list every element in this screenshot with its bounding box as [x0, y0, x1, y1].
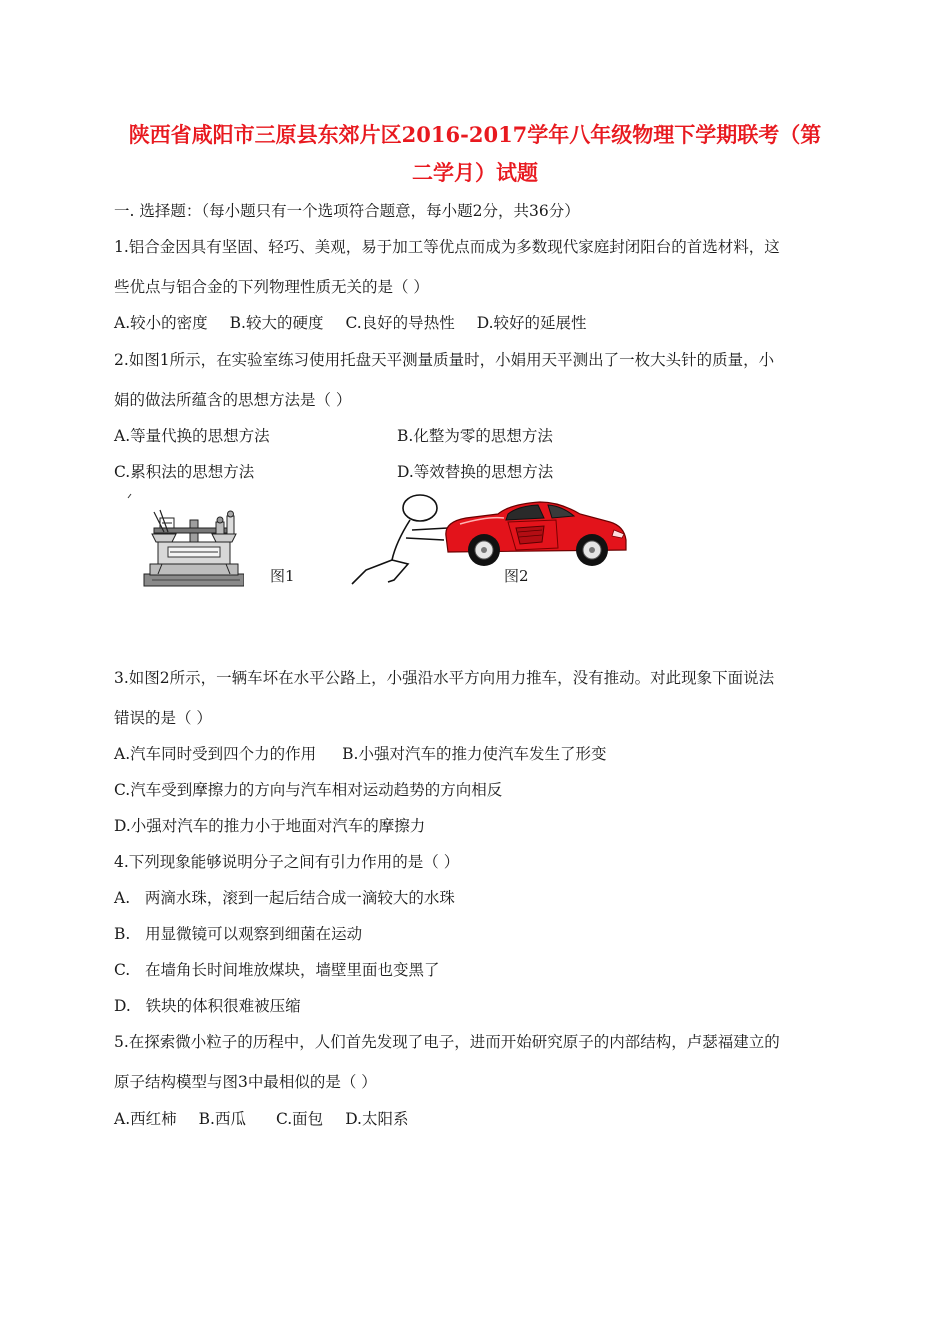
figure1-label: 图1 — [270, 567, 295, 585]
q4-option-a: A. 两滴水珠，滚到一起后结合成一滴较大的水珠 — [114, 889, 455, 907]
q3-option-b: B.小强对汽车的推力使汽车发生了形变 — [342, 745, 607, 763]
q2-option-b: B.化整为零的思想方法 — [397, 427, 553, 445]
q5-option-a: A.西红柿 — [114, 1110, 177, 1128]
q2-option-d: D.等效替换的思想方法 — [397, 463, 554, 481]
q5-stem-line1: 5.在探索微小粒子的历程中，人们首先发现了电子，进而开始研究原子的内部结构，卢瑟福建立的 — [114, 1033, 780, 1051]
q2-option-c: C.累积法的思想方法 — [114, 463, 255, 481]
q3-option-c: C.汽车受到摩擦力的方向与汽车相对运动趋势的方向相反 — [114, 781, 503, 799]
q1-stem-line2: 些优点与铝合金的下列物理性质无关的是（ ） — [114, 278, 429, 296]
q5-option-b: B.西瓜 — [198, 1110, 246, 1128]
q4-option-c: C. 在墙角长时间堆放煤块，墙壁里面也变黑了 — [114, 961, 440, 979]
q5-option-c: C.面包 — [275, 1110, 324, 1128]
q3-options-ab — [114, 743, 606, 765]
q5-options — [114, 1108, 409, 1130]
q1-stem-line1: 1.铝合金因具有坚固、轻巧、美观，易于加工等优点而成为多数现代家庭封闭阳台的首选材料，这 — [114, 238, 780, 256]
q1-option-a: A.较小的密度 — [114, 314, 208, 332]
q4-option-b: B. 用显微镜可以观察到细菌在运动 — [114, 925, 363, 943]
person-pushing-car-icon — [348, 492, 638, 592]
exam-title-line2: 二学月）试题 — [412, 160, 538, 185]
q1-option-d: D.较好的延展性 — [476, 314, 587, 332]
q3-option-d: D.小强对汽车的推力小于地面对汽车的摩擦力 — [114, 817, 426, 835]
exam-title-line1: 陕西省咸阳市三原县东郊片区2016-2017学年八年级物理下学期联考（第 — [128, 122, 822, 147]
balance-scale-icon — [124, 492, 244, 592]
q2-stem-line1: 2.如图1所示，在实验室练习使用托盘天平测量质量时，小娟用天平测出了一枚大头针的质量，小 — [114, 351, 775, 369]
q5-stem-line2: 原子结构模型与图3中最相似的是（ ） — [114, 1073, 377, 1091]
q4-stem: 4.下列现象能够说明分子之间有引力作用的是（ ） — [114, 853, 460, 871]
section-heading: 一. 选择题：（每小题只有一个选项符合题意，每小题2分，共36分） — [114, 202, 580, 220]
q2-stem-line2: 娟的做法所蕴含的思想方法是（ ） — [114, 391, 352, 409]
q1-options — [114, 312, 587, 334]
q3-stem-line2: 错误的是（ ） — [114, 709, 212, 727]
q2-option-a: A.等量代换的思想方法 — [114, 427, 270, 445]
figure2-label: 图2 — [504, 567, 529, 585]
q1-option-b: B.较大的硬度 — [229, 314, 324, 332]
q1-option-c: C.良好的导热性 — [345, 314, 455, 332]
q3-stem-line1: 3.如图2所示，一辆车坏在水平公路上，小强沿水平方向用力推车，没有推动。对此现象下面说法 — [114, 669, 775, 687]
q4-option-d: D. 铁块的体积很难被压缩 — [114, 997, 301, 1015]
q5-option-d: D.太阳系 — [345, 1110, 409, 1128]
q3-option-a: A.汽车同时受到四个力的作用 — [114, 745, 317, 763]
